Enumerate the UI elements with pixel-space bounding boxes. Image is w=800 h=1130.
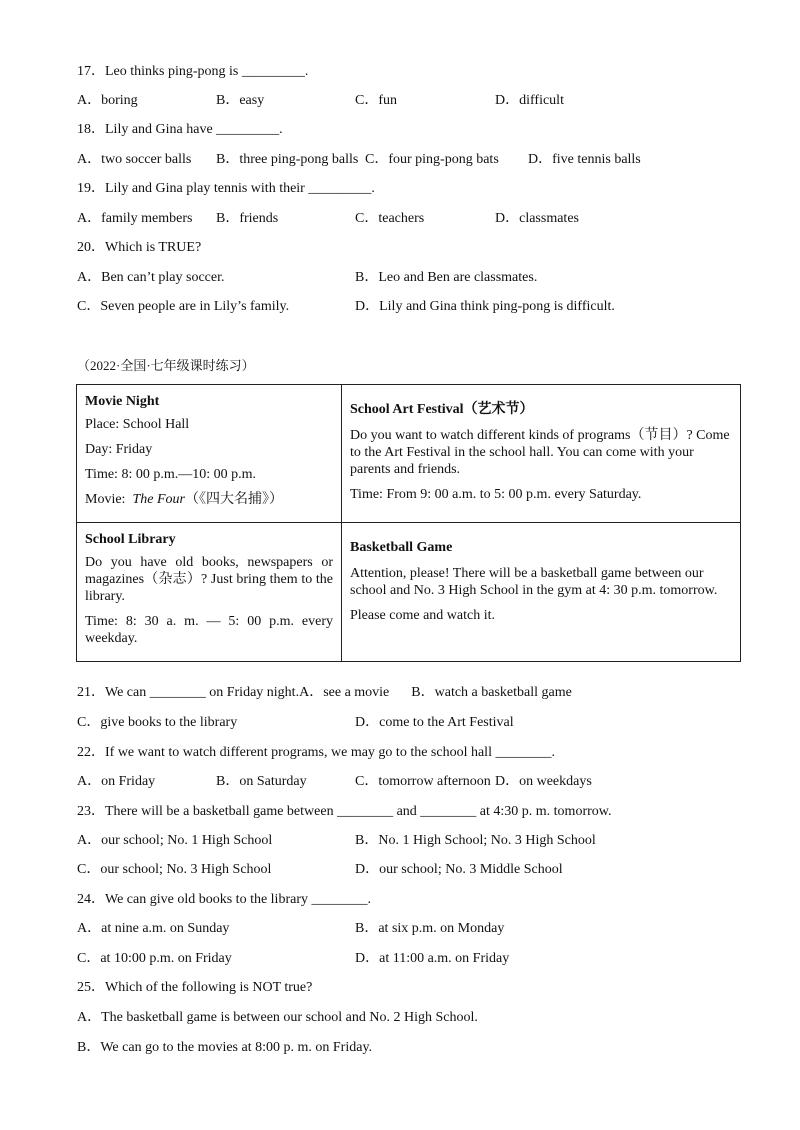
basketball-game-title: Basketball Game — [350, 540, 453, 555]
option-c: C．four ping-pong bats — [365, 152, 499, 167]
option-d: D．five tennis balls — [528, 152, 641, 167]
question-21-stem: 21．We can ________ on Friday night. — [77, 685, 300, 700]
option-b: B．No. 1 High School; No. 3 High School — [355, 833, 596, 848]
notice-table — [76, 384, 741, 662]
option-b: B．at six p.m. on Monday — [355, 921, 505, 936]
option-d: D．at 11:00 a.m. on Friday — [355, 951, 510, 966]
option-a: A．Ben can’t play soccer. — [77, 270, 225, 285]
option-a: A．our school; No. 1 High School — [77, 833, 273, 848]
school-library-cell — [77, 523, 342, 662]
option-d: D．Lily and Gina think ping-pong is difficult. — [355, 299, 615, 314]
option-c: C．fun — [355, 93, 397, 108]
option-d: D．difficult — [495, 93, 564, 108]
option-a: A．at nine a.m. on Sunday — [77, 921, 230, 936]
option-c: C．our school; No. 3 High School — [77, 862, 272, 877]
option-c: C．at 10:00 p.m. on Friday — [77, 951, 232, 966]
option-a: A．on Friday — [77, 774, 156, 789]
movie-prefix: Movie: — [85, 492, 133, 507]
movie-day: Day: Friday — [85, 442, 153, 457]
option-a: A．see a movie — [299, 685, 390, 700]
basketball-game-cell — [342, 523, 741, 662]
question-17: 17．Leo thinks ping-pong is _________. — [77, 64, 309, 79]
option-b: B．friends — [216, 211, 279, 226]
question-19: 19．Lily and Gina play tennis with their _________. — [77, 181, 375, 196]
option-a: A．two soccer balls — [77, 152, 192, 167]
option-a: A．boring — [77, 93, 138, 108]
library-body: Do you have old books, newspapers or magazines（杂志）? Just bring them to the library. — [85, 555, 333, 604]
question-18: 18．Lily and Gina have _________. — [77, 122, 283, 137]
art-festival-time: Time: From 9: 00 a.m. to 5: 00 p.m. every Saturday. — [350, 487, 642, 502]
option-b: B．We can go to the movies at 8:00 p. m. on Friday. — [77, 1040, 373, 1055]
option-c: C．tomorrow afternoon — [355, 774, 491, 789]
movie-title: The Four — [132, 492, 185, 507]
movie-night-cell — [77, 385, 342, 523]
movie-time: Time: 8: 00 p.m.—10: 00 p.m. — [85, 467, 257, 482]
movie-place: Place: School Hall — [85, 417, 190, 432]
basketball-body: Attention, please! There will be a basketball game between our school and No. 3 High School in the gym at 4: 30 p.m. tomorrow. — [350, 566, 718, 598]
option-b: B．on Saturday — [216, 774, 307, 789]
question-21 — [77, 684, 572, 702]
option-c: C．give books to the library — [77, 715, 238, 730]
option-c: C．teachers — [355, 211, 425, 226]
option-d: D．come to the Art Festival — [355, 715, 514, 730]
option-a: A．The basketball game is between our school and No. 2 High School. — [77, 1010, 478, 1025]
basketball-note: Please come and watch it. — [350, 608, 496, 623]
art-festival-title: School Art Festival（艺术节） — [350, 402, 534, 417]
question-22: 22．If we want to watch different programs, we may go to the school hall ________. — [77, 745, 555, 760]
option-b: B．easy — [216, 93, 265, 108]
option-d: D．classmates — [495, 211, 579, 226]
option-a: A．family members — [77, 211, 193, 226]
library-time: Time: 8: 30 a. m. — 5: 00 p.m. every weekday. — [85, 614, 333, 646]
source-label: （2022·全国·七年级课时练习） — [77, 358, 255, 373]
movie-title-cn: （《四大名捕》） — [184, 492, 283, 507]
question-25: 25．Which of the following is NOT true? — [77, 980, 313, 995]
question-20: 20．Which is TRUE? — [77, 240, 202, 255]
question-23: 23．There will be a basketball game between ________ and ________ at 4:30 p. m. tomorrow. — [77, 804, 612, 819]
art-festival-cell — [342, 385, 741, 523]
option-c: C．Seven people are in Lily’s family. — [77, 299, 290, 314]
school-library-title: School Library — [85, 532, 176, 547]
option-b: B．Leo and Ben are classmates. — [355, 270, 538, 285]
option-b: B．watch a basketball game — [411, 685, 572, 700]
movie-night-title: Movie Night — [85, 394, 160, 409]
question-24: 24．We can give old books to the library ________. — [77, 892, 371, 907]
art-festival-body: Do you want to watch different kinds of programs（节目）? Come to the Art Festival in the school hall. You can come with your parents and friends. — [350, 428, 730, 477]
movie-name-line — [85, 491, 333, 508]
option-d: D．on weekdays — [495, 774, 592, 789]
option-d: D．our school; No. 3 Middle School — [355, 862, 563, 877]
option-b: B．three ping-pong balls — [216, 152, 359, 167]
